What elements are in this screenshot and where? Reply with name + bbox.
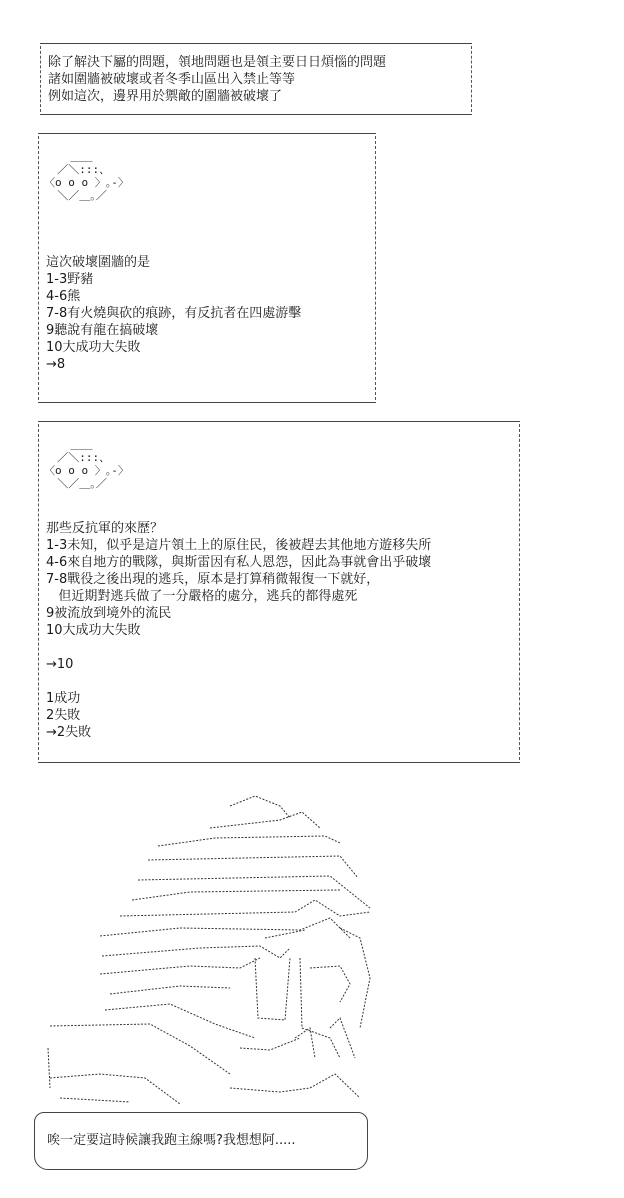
text-line: →8	[46, 357, 66, 372]
text-line: 10大成功大失敗	[46, 340, 141, 355]
dice-art-line: ＿＿	[44, 150, 93, 163]
text-line: 除了解決下屬的問題，領地問題也是領主要日日煩惱的問題	[48, 55, 387, 70]
ear-line	[310, 966, 350, 1002]
dice-art-line: 〈o o o 〉｡-〉	[44, 176, 129, 189]
cloak-line	[60, 1098, 130, 1102]
text-line: 1成功	[46, 691, 81, 706]
text-line: 9被流放到境外的流民	[46, 606, 172, 621]
narration-box	[40, 43, 472, 115]
text-line: 9聽說有龍在搞破壞	[46, 323, 159, 338]
hair-line	[102, 946, 290, 958]
speech-text: 唉一定要這時候讓我跑主線嗎?我想想阿.....	[47, 1133, 296, 1148]
dice-art-line: 〈o o o 〉｡-〉	[44, 464, 129, 477]
text-line: 那些反抗軍的來歷？	[46, 521, 164, 536]
text-line: 7-8有火燒與砍的痕跡，有反抗者在四處游擊	[46, 306, 302, 321]
neck-line	[295, 1028, 315, 1058]
hair-line	[100, 958, 260, 974]
text-line: 例如這次，邊界用於禦敵的圍牆被破壞了	[48, 89, 283, 104]
face-line	[300, 958, 340, 1058]
hair-line	[105, 1004, 255, 1038]
text-line: 2失敗	[46, 708, 81, 723]
dice-icon	[44, 150, 129, 202]
text-line: →2失敗	[46, 725, 92, 740]
narration-text	[48, 54, 466, 105]
text-line	[46, 639, 514, 656]
dice-art-line: ＿＿	[44, 438, 93, 451]
eye-line	[265, 930, 305, 938]
hair-line	[210, 812, 320, 828]
dice-icon	[44, 438, 129, 490]
speech-bubble	[34, 1112, 368, 1170]
dice-art-line: ／＼:::、	[44, 451, 111, 464]
dice-art-line: ＼／＿｡／	[44, 189, 107, 202]
collar-line	[240, 1038, 300, 1050]
text-line: 諸如圍牆被破壞或者冬季山區出入禁止等等	[48, 72, 296, 87]
neck-line	[330, 1018, 355, 1058]
text-line: 4-6來自地方的戰隊，與斯雷因有私人恩怨，因此為事就會出乎破壞	[46, 555, 432, 570]
text-line: 7-8戰役之後出現的逃兵，原本是打算稍微報復一下就好，	[46, 572, 380, 587]
dice-roll-box-rebels	[38, 421, 520, 763]
dice-roll-text	[46, 520, 514, 741]
hair-line	[340, 928, 370, 1028]
text-line: 1-3未知，似乎是這片領土上的原住民，後被趕去其他地方遊移失所	[46, 538, 432, 553]
text-line	[46, 673, 514, 690]
dice-roll-box-wall	[38, 133, 376, 403]
character-sketch	[40, 788, 380, 1118]
hair-line	[120, 900, 370, 916]
hair-line	[100, 918, 350, 938]
cloak-line	[50, 1024, 230, 1074]
text-line: 這次破壞圍牆的是	[46, 255, 151, 270]
cloak-line	[50, 1074, 180, 1104]
dice-roll-text	[46, 254, 370, 373]
dice-art-line: ＼／＿｡／	[44, 477, 107, 490]
hair-line	[110, 986, 230, 994]
cloak-line	[48, 1048, 50, 1088]
text-line: 1-3野豬	[46, 272, 94, 287]
collar-line	[230, 1074, 360, 1098]
text-line: →10	[46, 657, 74, 672]
character-ascii-art	[40, 788, 380, 1118]
hair-line	[138, 876, 370, 908]
face-line	[255, 958, 290, 1020]
dice-art-line: ／＼:::、	[44, 163, 111, 176]
hair-line	[230, 796, 290, 818]
text-line: 4-6熊	[46, 289, 81, 304]
hair-line	[132, 890, 340, 900]
hair-line	[148, 856, 358, 878]
text-line: 但近期對逃兵做了一分嚴格的處分，逃兵的都得處死	[46, 589, 358, 604]
text-line: 10大成功大失敗	[46, 623, 141, 638]
hair-line	[158, 836, 340, 846]
